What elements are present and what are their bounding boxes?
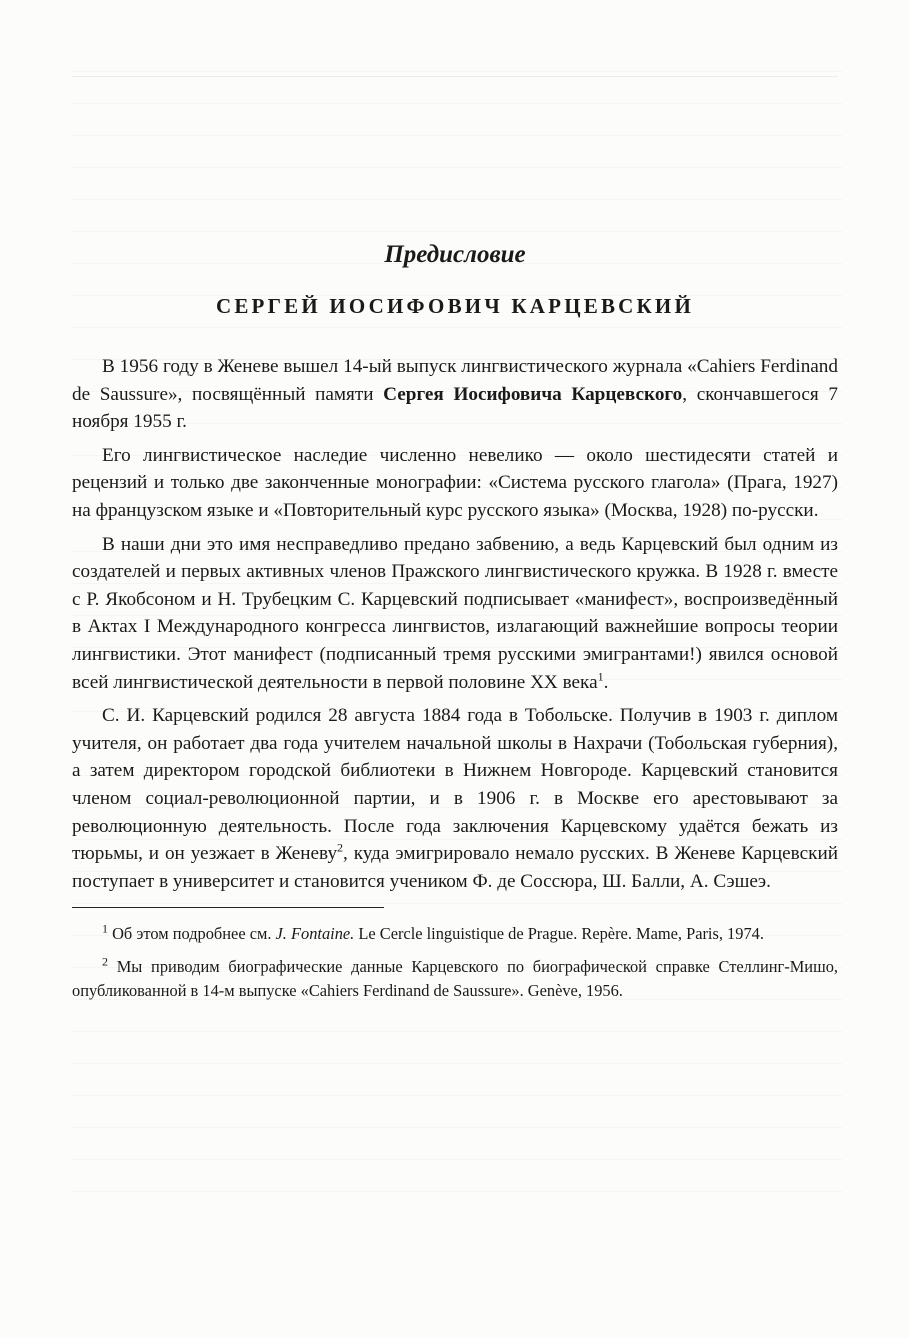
- footnote-2: [72, 955, 838, 1004]
- paragraph-3: [72, 531, 838, 697]
- document-page: [72, 240, 838, 1012]
- bleed-through-line: [72, 1096, 842, 1128]
- footnote-1-mark: 1: [102, 921, 108, 936]
- paragraph-3-text: В наши дни это имя несправедливо предано забвению, а ведь Карцевский был одним из создателей и первых активных членов Пражского лингвистического кружка. В 1928 г. вместе с Р. Якобсоном и Н. Трубецким С. Карцевский подписывает «манифест», воспроизведённый в Актах I Международного конгресса лингвистов, излагающий важнейшие вопросы теории лингвистики. Этот манифест (подписанный тремя русскими эмигрантами!) явился основой всей лингвистической деятельности в первой половине XX века: [72, 533, 838, 693]
- bleed-through-rule: [72, 76, 838, 77]
- bleed-through-line: [72, 136, 842, 168]
- footnote-2-mark: 2: [102, 954, 108, 969]
- footnote-divider: [72, 907, 384, 908]
- footnote-1-before: Об этом подробнее см.: [108, 924, 276, 944]
- bleed-through-line: [72, 1160, 842, 1192]
- page-title: Предисловие: [384, 241, 526, 268]
- bleed-through-line: [72, 200, 842, 232]
- bleed-through-line: [72, 1192, 842, 1220]
- paragraph-1-name-bold: Сергея Иосифовича Карцевского: [383, 383, 683, 405]
- paragraph-3-end: .: [603, 671, 609, 693]
- page-subtitle: СЕРГЕЙ ИОСИФОВИЧ КАРЦЕВСКИЙ: [215, 294, 695, 318]
- paragraph-4-text-after: , куда эмигрировало немало русских. В Женеве Карцевский поступает в университет и становится учеником Ф. де Соссюра, Ш. Балли, А. Сэшеэ.: [72, 843, 838, 892]
- bleed-through-line: [72, 1128, 842, 1160]
- footnote-1: [72, 922, 838, 946]
- footnote-ref-1[interactable]: 1: [597, 669, 604, 684]
- paragraph-2: Его лингвистическое наследие численно невелико — около шестидесяти статей и рецензий и только две законченные монографии: «Система русского глагола» (Прага, 1927) на французском языке и «Повторительный курс русского языка» (Москва, 1928) по-русски.: [72, 444, 838, 521]
- paragraph-4-text-before: С. И. Карцевский родился 28 августа 1884 года в Тобольске. Получив в 1903 г. диплом учителя, он работает два года учителем начальной школы в Нахрачи (Тобольская губерния), а затем директором городской библиотеки в Нижнем Новгороде. Карцевский становится членом социал-революционной партии, и в 1906 г. в Москве его арестовывают за революционную деятельность. После года заключения Карцевскому удаётся бежать из тюрьмы, и он уезжает в Женеву: [72, 705, 838, 865]
- paragraph-4: [72, 702, 838, 895]
- footnote-2-text: Мы приводим биографические данные Карцевского по биографической справке Стеллинг-Мишо, опубликованной в 14-м выпуске «Cahiers Ferdinand de Saussure». Genève, 1956.: [72, 956, 838, 1001]
- bleed-through-line: [72, 40, 842, 72]
- footnote-ref-2[interactable]: 2: [337, 840, 344, 855]
- footnote-1-author: J. Fontaine.: [275, 924, 355, 944]
- bleed-through-line: [72, 1064, 842, 1096]
- paragraph-1: [72, 353, 838, 436]
- bleed-through-line: [72, 168, 842, 200]
- paragraph-1-text-after: , скончавшегося 7 ноября 1955 г.: [72, 383, 838, 433]
- paragraph-1-text-before: В 1956 году в Женеве вышел 14-ый выпуск лингвистического журнала «Cahiers Ferdinand de Saussure», посвящённый памяти: [72, 356, 838, 405]
- bleed-through-line: [72, 1032, 842, 1064]
- bleed-through-line: [72, 104, 842, 136]
- footnote-1-after: Le Cercle linguistique de Prague. Repère. Mame, Paris, 1974.: [354, 924, 764, 944]
